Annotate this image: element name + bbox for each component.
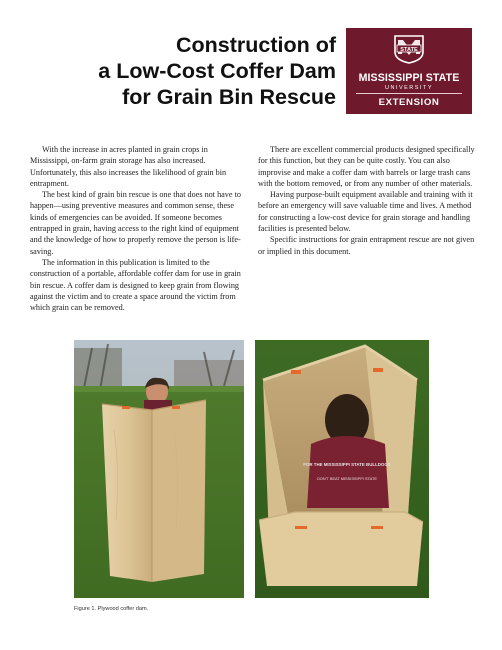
- paragraph: With the increase in acres planted in grain crops in Mississippi, on-farm grain storage has also increased. Unfortunately, this also increases the likelihood of grain bin entrapment.: [30, 145, 227, 188]
- document-title: [60, 32, 336, 110]
- logo-extension: EXTENSION: [378, 97, 440, 108]
- paragraph: Specific instructions for grain entrapment rescue are not given or implied in this document.: [258, 235, 475, 256]
- paragraph: There are excellent commercial products designed specifically for this function, but they can be quite costly. You can also improvise and make a coffer dam with barrels or large trash cans with the bottom removed, or from any number of other materials.: [258, 145, 475, 188]
- paragraph: The best kind of grain bin rescue is one that does not have to happen—using preventive measures and common sense, these kinds of emergencies can be avoided. If someone becomes entrapped in grain, having access to the right kind of equipment and the knowledge of how to properly remove the person is life-saving.: [30, 190, 241, 256]
- left-column: [30, 144, 248, 313]
- coffer-dam-front-photo: [74, 340, 244, 598]
- logo-university: UNIVERSITY: [384, 85, 433, 91]
- paragraph: The information in this publication is limited to the construction of a portable, affordable coffer dam for use in grain bin rescue. A coffer dam is designed to keep grain from flowing against the victim and to create a space around the victim from which grain can be removed.: [30, 257, 241, 313]
- shirt-text-1: FOR THE MISSISSIPPI STATE BULLDOGS: [303, 462, 391, 467]
- msu-extension-logo: [346, 28, 472, 114]
- shield-label: STATE: [400, 46, 418, 53]
- state-shield-icon: [392, 34, 426, 64]
- logo-name: MISSISSIPPI STATE: [358, 72, 460, 84]
- title-line-1: Construction of: [175, 33, 336, 57]
- coffer-dam-top-photo: [255, 340, 429, 598]
- right-column: [258, 144, 476, 257]
- shirt-text-2: DON'T BEAT MISSISSIPPI STATE: [317, 476, 377, 481]
- title-line-3: for Grain Bin Rescue: [122, 85, 336, 109]
- title-line-2: a Low-Cost Coffer Dam: [98, 59, 336, 83]
- logo-divider: [356, 93, 462, 94]
- paragraph: Having purpose-built equipment available and training with it before an emergency will save valuable time and lives. A method for constructing a low-cost device for grain storage and handling facilities is presented below.: [258, 190, 473, 234]
- figure-caption: Figure 1. Plywood coffer dam.: [74, 606, 149, 612]
